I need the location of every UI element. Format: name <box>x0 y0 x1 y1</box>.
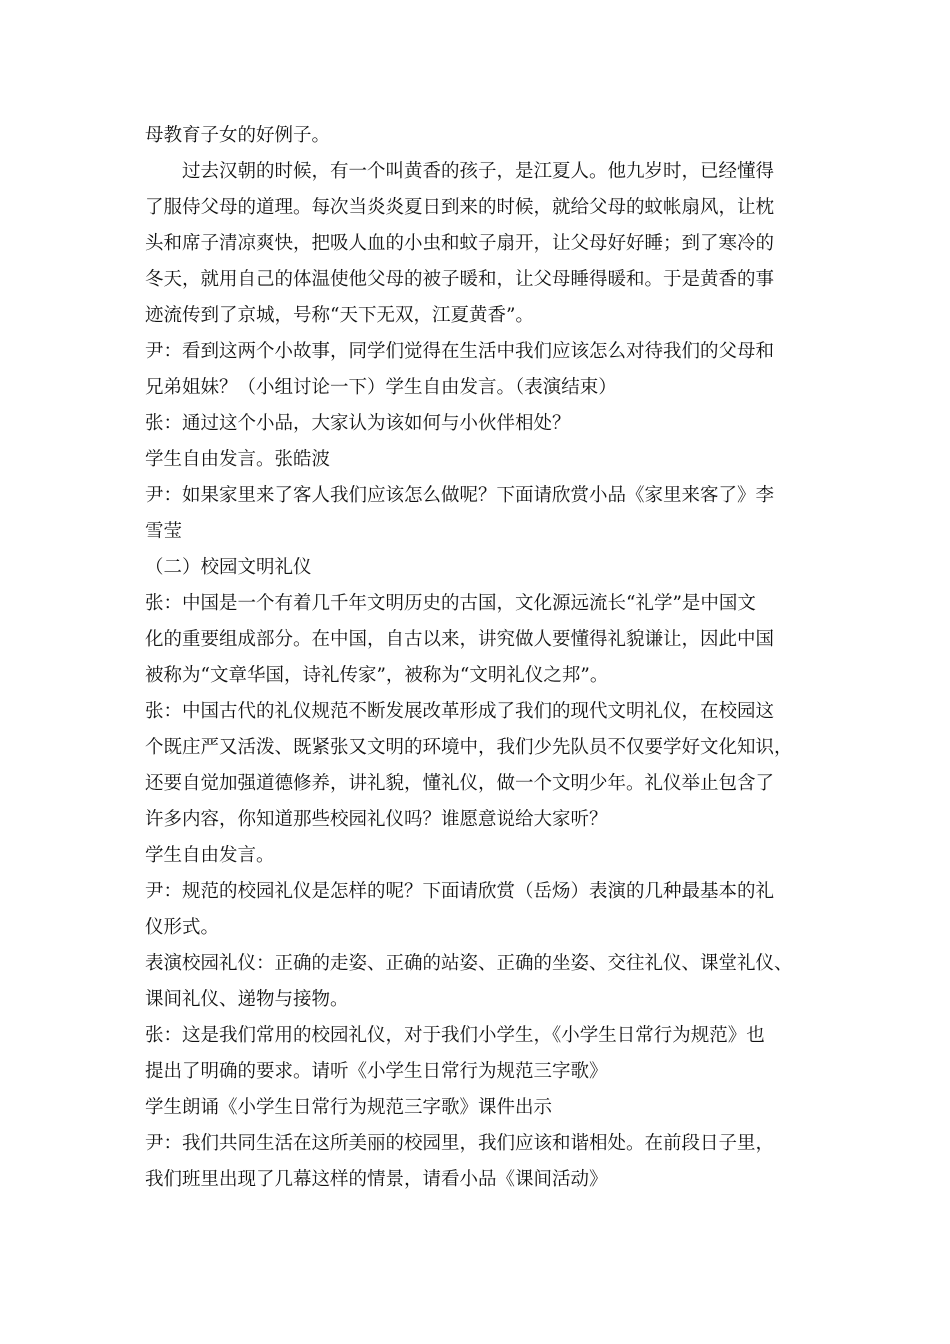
text-line: 许多内容，你知道那些校园礼仪吗？谁愿意说给大家听？ <box>145 809 608 830</box>
text-line: 化的重要组成部分。在中国，自古以来，讲究做人要懂得礼貌谦让，因此中国 <box>145 629 775 650</box>
text-line: 个既庄严又活泼、既紧张又文明的环境中，我们少先队员不仅要学好文化知识， <box>145 737 793 758</box>
text-line: 兄弟姐妹？（小组讨论一下）学生自由发言。（表演结束） <box>145 377 617 398</box>
text-line: 尹：我们共同生活在这所美丽的校园里，我们应该和谐相处。在前段日子里， <box>145 1133 775 1154</box>
text-line: 仪形式。 <box>145 917 220 938</box>
text-line: 张：这是我们常用的校园礼仪，对于我们小学生，《小学生日常行为规范》也 <box>145 1025 765 1046</box>
text-line: 课间礼仪、递物与接物。 <box>145 989 349 1010</box>
text-line: 尹：如果家里来了客人我们应该怎么做呢？下面请欣赏小品《家里来客了》李 <box>145 485 775 506</box>
text-line: 母教育子女的好例子。 <box>145 125 331 146</box>
text-line: 了服侍父母的道理。每次当炎炎夏日到来的时候，就给父母的蚊帐扇风，让枕 <box>145 197 775 218</box>
text-line: 过去汉朝的时候，有一个叫黄香的孩子，是江夏人。他九岁时，已经懂得 <box>182 161 775 182</box>
text-line: 尹：规范的校园礼仪是怎样的呢？下面请欣赏（岳炀）表演的几种最基本的礼 <box>145 881 775 902</box>
text-line: 冬天，就用自己的体温使他父母的被子暖和，让父母睡得暖和。于是黄香的事 <box>145 269 775 290</box>
text-line: 表演校园礼仪：正确的走姿、正确的站姿、正确的坐姿、交往礼仪、课堂礼仪、 <box>145 953 793 974</box>
text-line: 雪莹 <box>145 521 183 542</box>
text-line: 学生自由发言。 <box>145 845 275 866</box>
text-line: 尹：看到这两个小故事，同学们觉得在生活中我们应该怎么对待我们的父母和 <box>145 341 775 362</box>
text-line: 张：中国是一个有着几千年文明历史的古国，文化源远流长“礼学”是中国文 <box>145 593 756 614</box>
document-page <box>145 118 815 1198</box>
text-line: 张：通过这个小品，大家认为该如何与小伙伴相处？ <box>145 413 571 434</box>
text-line: 迹流传到了京城，号称“天下无双，江夏黄香”。 <box>145 305 534 326</box>
text-line: 还要自觉加强道德修养，讲礼貌，懂礼仪，做一个文明少年。礼仪举止包含了 <box>145 773 775 794</box>
text-line: 学生自由发言。张皓波 <box>145 449 331 470</box>
text-line: 我们班里出现了几幕这样的情景，请看小品《课间活动》 <box>145 1169 608 1190</box>
text-line: 张：中国古代的礼仪规范不断发展改革形成了我们的现代文明礼仪，在校园这 <box>145 701 775 722</box>
text-line: 头和席子清凉爽快，把吸人血的小虫和蚊子扇开，让父母好好睡；到了寒冷的 <box>145 233 775 254</box>
text-line: 被称为“文章华国，诗礼传家”，被称为“文明礼仪之邦”。 <box>145 665 609 686</box>
text-line: 学生朗诵《小学生日常行为规范三字歌》课件出示 <box>145 1097 553 1118</box>
text-line: 提出了明确的要求。请听《小学生日常行为规范三字歌》 <box>145 1061 608 1082</box>
text-line: （二）校园文明礼仪 <box>145 557 312 578</box>
